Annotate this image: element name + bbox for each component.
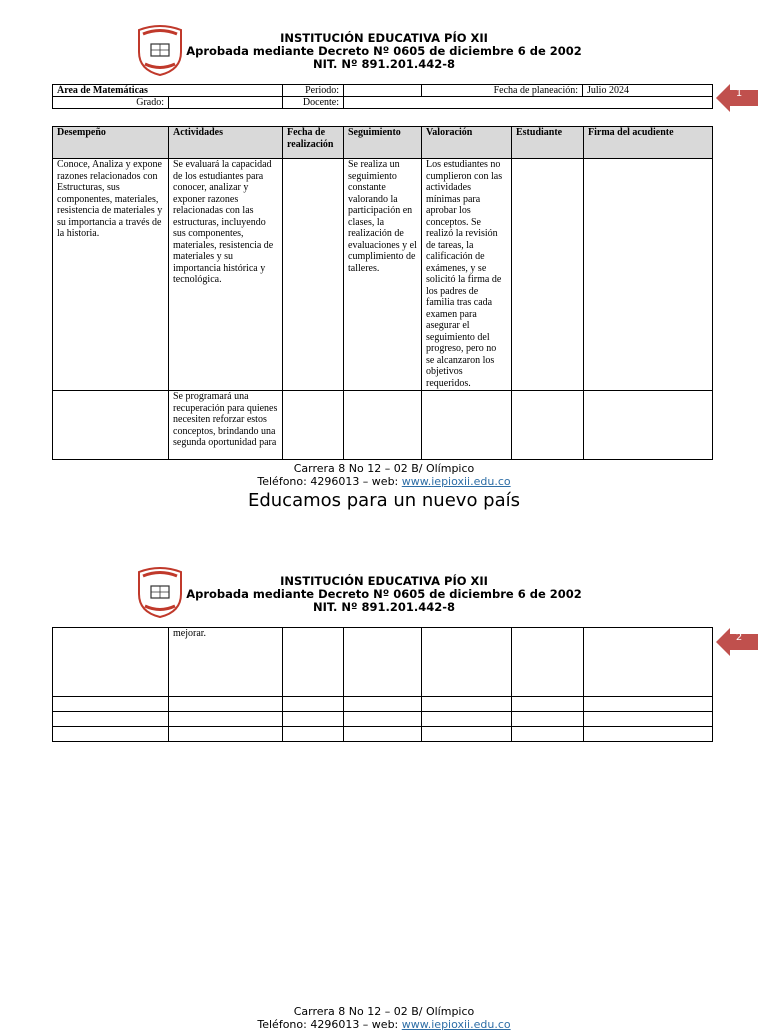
empty-cell [422,712,512,727]
actividades-cell: mejorar. [169,628,283,697]
info-table [52,84,713,109]
empty-cell [422,727,512,742]
periodo-label: Periodo: [283,85,344,97]
table-row [53,697,713,712]
col-header-valoracion: Valoración [422,127,512,159]
estudiante-cell[interactable] [512,159,584,391]
docente-value[interactable] [344,97,713,109]
grado-value[interactable] [169,97,283,109]
valoracion-cell [422,391,512,460]
footer-web-link[interactable]: www.iepioxii.edu.co [401,474,511,488]
empty-cell [344,727,422,742]
empty-cell [169,697,283,712]
empty-cell [422,697,512,712]
table-row [53,712,713,727]
empty-cell[interactable] [283,697,344,712]
desempeno-cell [53,391,169,460]
empty-cell[interactable] [584,712,713,727]
col-header-actividades: Actividades [169,127,283,159]
planning-table [52,126,713,460]
empty-cell[interactable] [283,727,344,742]
empty-cell [53,697,169,712]
table-row [53,727,713,742]
nit-line: NIT. Nº 891.201.442-8 [312,57,455,71]
footer-slogan: Educamos para un nuevo país [247,490,521,511]
empty-cell[interactable] [512,697,584,712]
empty-cell [344,697,422,712]
firma-cell[interactable] [584,391,713,460]
seguimiento-cell: Se realiza un seguimiento constante valorando la participación en clases, la realización de evaluaciones y el cumplimiento de talleres. [344,159,422,391]
docente-label: Docente: [283,97,344,109]
empty-cell [169,727,283,742]
footer-address: Carrera 8 No 12 – 02 B/ Olímpico [293,1005,475,1018]
firma-cell[interactable] [584,628,713,697]
valoracion-cell [422,628,512,697]
desempeno-cell [53,628,169,697]
document-header [0,575,768,614]
fecha-cell[interactable] [283,159,344,391]
fecha-label: Fecha de planeación: [422,85,583,97]
institution-name: INSTITUCIÓN EDUCATIVA PÍO XII [280,31,488,45]
left-arrow-marker-icon [716,84,758,112]
area-label: Área de Matemáticas [53,85,283,97]
actividades-cell: Se evaluará la capacidad de los estudiantes para conocer, analizar y exponer razones relacionadas con las estructuras, incluyendo sus componentes, materiales, resistencia de materiales y su importancia histórica y tecnológica. [169,159,283,391]
table-row [53,391,713,460]
footer-phone: Teléfono: 4296013 – web: [257,1017,402,1031]
empty-cell[interactable] [512,727,584,742]
footer-phone: Teléfono: 4296013 – web: [257,474,402,488]
decree-line: Aprobada mediante Decreto Nº 0605 de diciembre 6 de 2002 [186,44,582,58]
footer-web-link[interactable]: www.iepioxii.edu.co [401,1017,511,1031]
col-header-estudiante: Estudiante [512,127,584,159]
marker-number: 1 [735,88,743,99]
document-header [0,32,768,71]
decree-line: Aprobada mediante Decreto Nº 0605 de diciembre 6 de 2002 [186,587,582,601]
table-row [53,159,713,391]
valoracion-cell: Los estudiantes no cumplieron con las actividades mínimas para aprobar los conceptos. Se realizó la revisión de tareas, la calificación de exámenes, y se solicitó la firma de los padres de familia tras cada examen para asegurar el seguimiento del progreso, pero no se alcanzaron los objetivos requeridos. [422,159,512,391]
fecha-cell[interactable] [283,391,344,460]
estudiante-cell[interactable] [512,391,584,460]
empty-cell[interactable] [283,712,344,727]
col-header-seguimiento: Seguimiento [344,127,422,159]
fecha-value[interactable]: Julio 2024 [583,85,713,97]
empty-cell[interactable] [512,712,584,727]
planning-table-continued [52,627,713,742]
fecha-cell[interactable] [283,628,344,697]
empty-cell [344,712,422,727]
periodo-value[interactable] [344,85,422,97]
estudiante-cell[interactable] [512,628,584,697]
empty-cell [169,712,283,727]
marker-number: 2 [735,632,743,643]
empty-cell[interactable] [584,697,713,712]
footer-address: Carrera 8 No 12 – 02 B/ Olímpico [293,462,475,475]
firma-cell[interactable] [584,159,713,391]
nit-line: NIT. Nº 891.201.442-8 [312,600,455,614]
page-footer [0,1006,768,1031]
seguimiento-cell [344,391,422,460]
col-header-firma: Firma del acudiente [584,127,713,159]
empty-cell [53,727,169,742]
left-arrow-marker-icon [716,628,758,656]
institution-name: INSTITUCIÓN EDUCATIVA PÍO XII [280,574,488,588]
empty-cell [53,712,169,727]
grado-label: Grado: [53,97,169,109]
desempeno-cell: Conoce, Analiza y expone razones relacionados con Estructuras, sus componentes, materiales, resistencia de materiales y su importancia a través de la historia. [53,159,169,391]
col-header-desempeno: Desempeño [53,127,169,159]
page-footer [0,463,768,512]
actividades-cell: Se programará una recuperación para quienes necesiten reforzar estos conceptos, brindando una segunda oportunidad para [169,391,283,460]
seguimiento-cell [344,628,422,697]
col-header-fecha: Fecha de realización [283,127,344,159]
table-row [53,628,713,697]
empty-cell[interactable] [584,727,713,742]
